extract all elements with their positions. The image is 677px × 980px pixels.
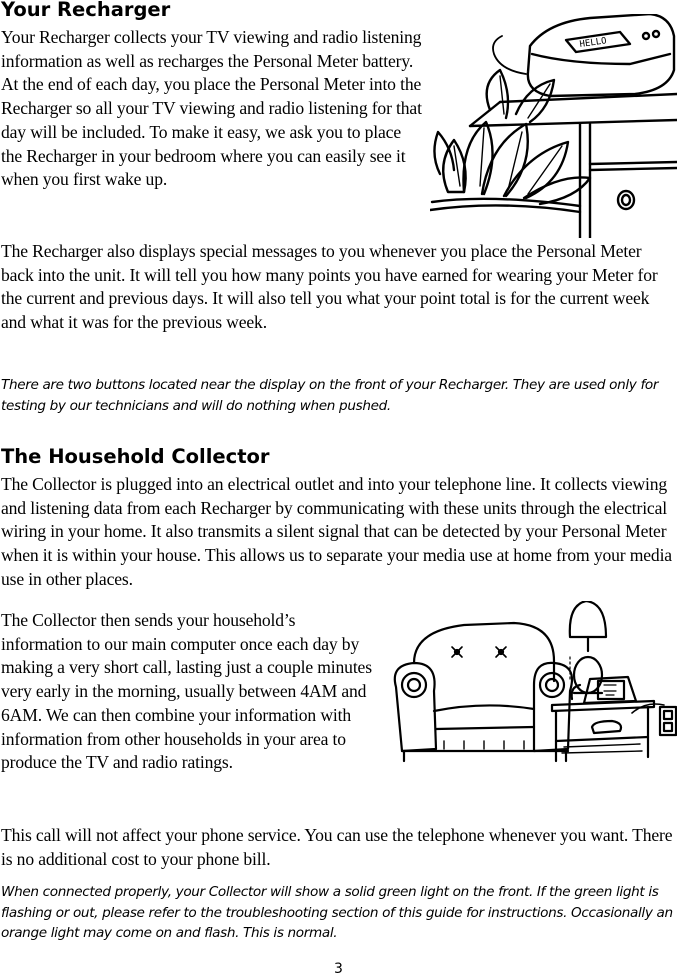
page-number: 3 bbox=[334, 961, 343, 977]
collector-paragraph-3: This call will not affect your phone service. You can use the telephone whenever you want. There is no additional cost to your phone bill. bbox=[1, 825, 673, 869]
recharger-heading: Your Recharger bbox=[1, 0, 171, 21]
recharger-illustration bbox=[430, 14, 677, 238]
collector-note: When connected properly, your Collector will show a solid green light on the front. If the green light is flashing or out, please refer to the troubleshooting section of this guide for instructions. Occasionally an orange light may come on and flash. This is normal. bbox=[1, 884, 673, 941]
recharger-note: There are two buttons located near the display on the front of your Recharger. They are used only for testing by our technicians and will do nothing when pushed. bbox=[1, 377, 659, 414]
collector-heading: The Household Collector bbox=[1, 445, 270, 468]
collector-paragraph-2: The Collector then sends your household’s information to our main computer once each day by making a very short call, lasting just a couple minutes very early in the morning, usually between 4AM and 6AM. We can then combine your information with information from other households in your area to produce the TV and radio ratings. bbox=[1, 610, 372, 773]
recharger-paragraph-2: The Recharger also displays special messages to you whenever you place the Personal Meter back into the unit. It will tell you how many points you have earned for wearing your Meter for the current and previous days. It will also tell you what your point total is for the current week and what it was for the previous week. bbox=[1, 241, 658, 333]
recharger-paragraph-1: Your Recharger collects your TV viewing and radio listening information as well as recharges the Personal Meter battery. At the end of each day, you place the Personal Meter into the Recharger so all your TV viewing and radio listening for that day will be included. To make it easy, we ask you to place the Recharger in your bedroom where you can easily see it when you first wake up. bbox=[1, 27, 422, 190]
recharger-display-text: HELLO bbox=[579, 36, 608, 50]
living-room-illustration bbox=[384, 601, 677, 777]
collector-paragraph-1: The Collector is plugged into an electrical outlet and into your telephone line. It collects viewing and listening data from each Recharger by communicating with these units through the electrical wiring in your home. It also transmits a silent signal that can be detected by your Personal Meter when it is within your house. This allows us to separate your media use at home from your media use in other places. bbox=[1, 474, 672, 589]
